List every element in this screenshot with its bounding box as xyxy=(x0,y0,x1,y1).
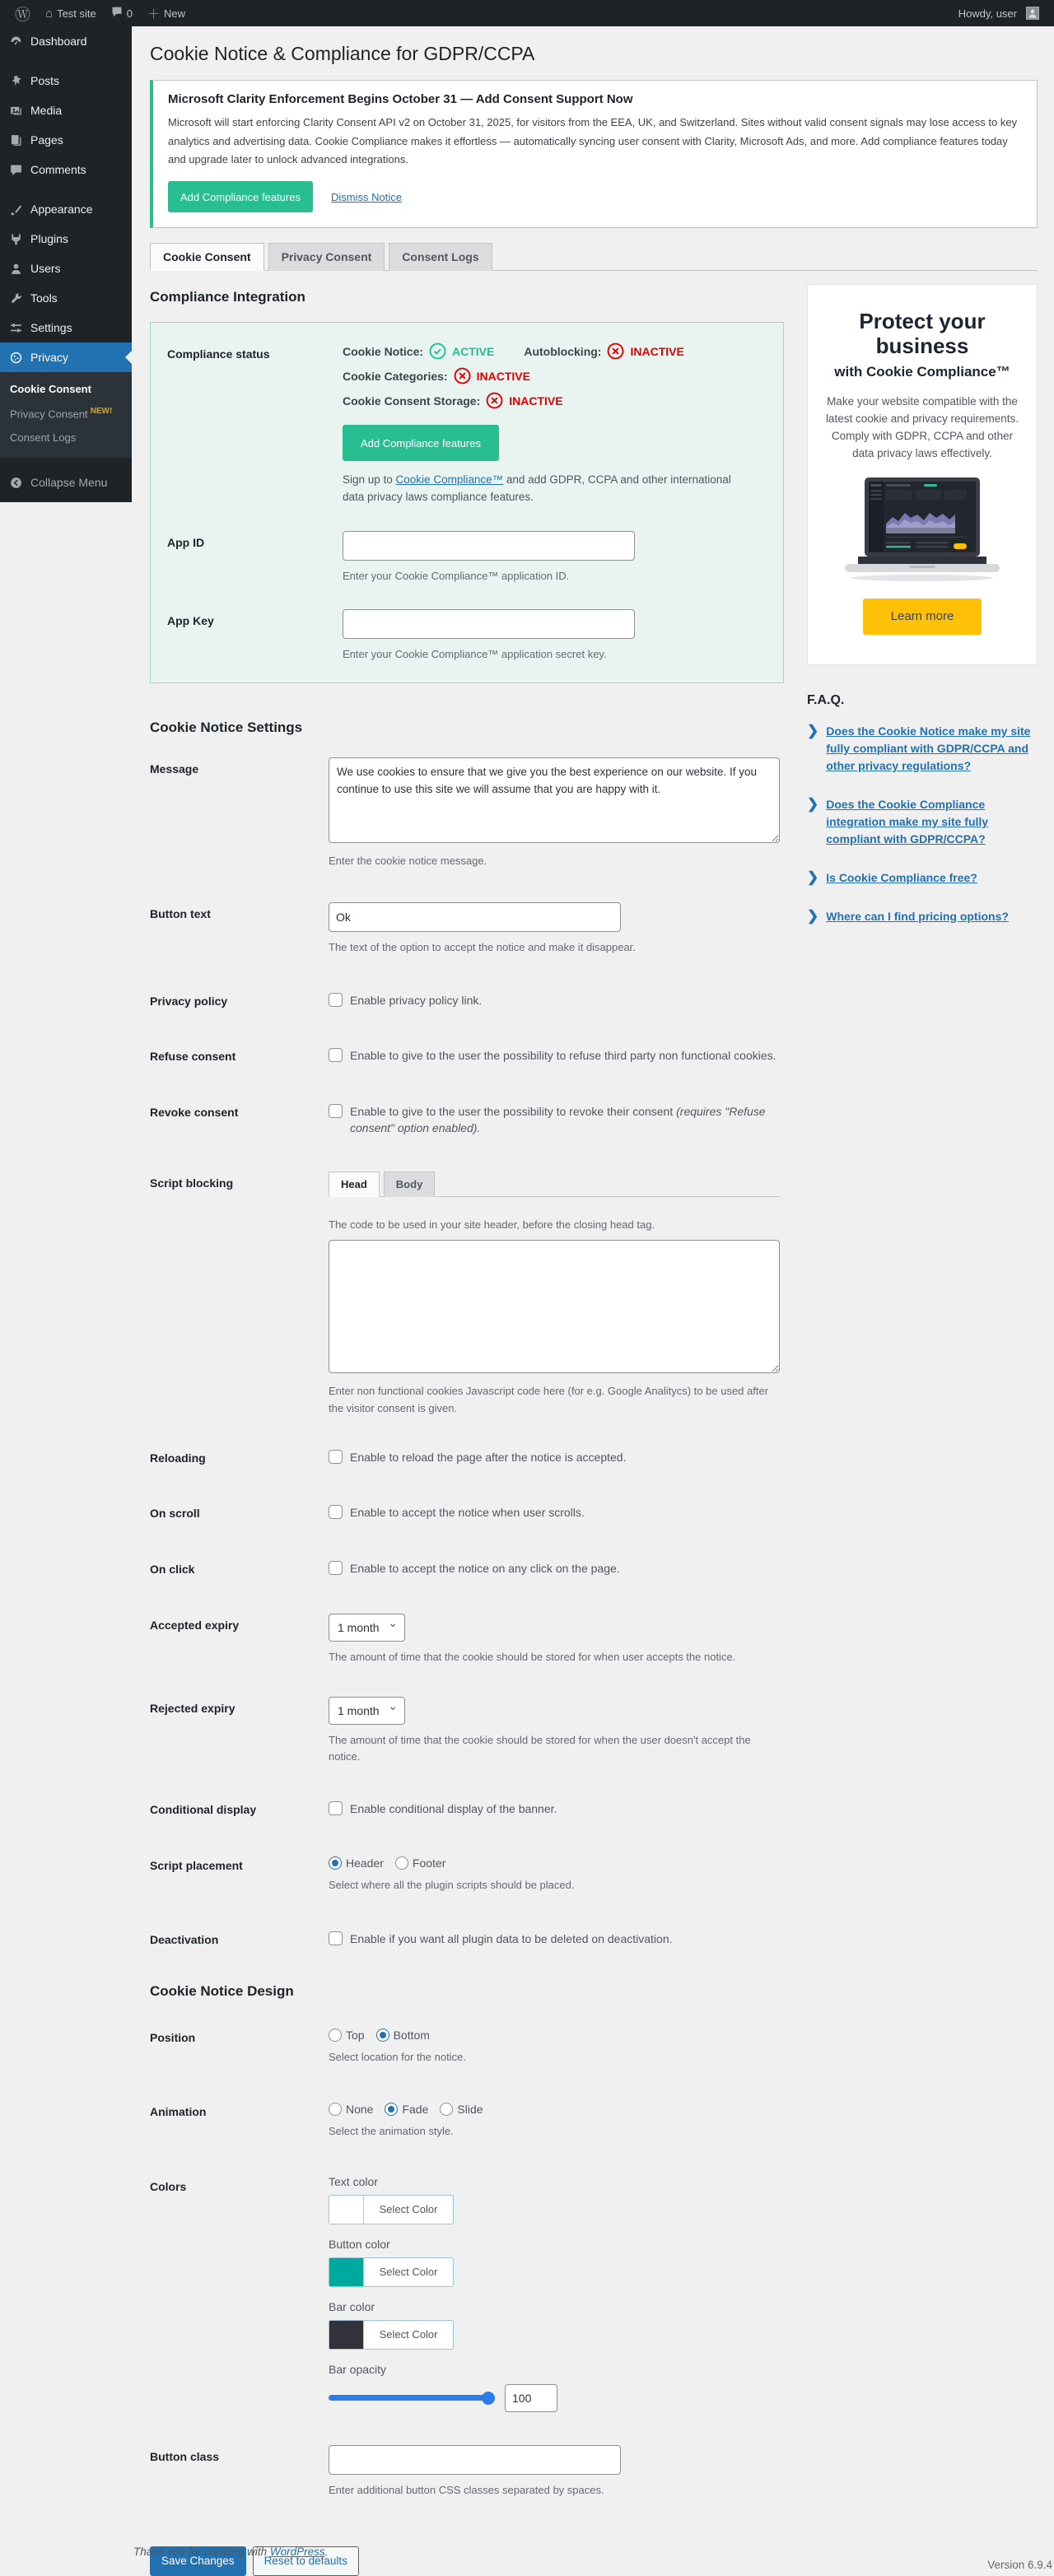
pages-icon xyxy=(8,133,23,147)
faq-item xyxy=(807,908,1038,925)
sidebar-item-appearance[interactable]: Appearance xyxy=(0,194,132,224)
rejected-expiry-description: The amount of time that the cookie should be stored for when the user doesn't accept the notice. xyxy=(329,1733,751,1763)
submenu-item-cookie-consent[interactable]: Cookie Consent xyxy=(10,383,91,395)
position-label: Position xyxy=(150,2031,196,2045)
message-textarea[interactable] xyxy=(329,757,780,843)
my-account-menu[interactable] xyxy=(952,0,1046,26)
privacy-submenu xyxy=(0,372,132,458)
position-description: Select location for the notice. xyxy=(329,2051,466,2064)
cookie-icon xyxy=(8,350,23,365)
comment-bubble-icon xyxy=(111,7,123,20)
tab-consent-logs[interactable]: Consent Logs xyxy=(389,243,492,271)
cookie-notice-design-heading: Cookie Notice Design xyxy=(150,1983,294,2000)
script-placement-footer-radio[interactable] xyxy=(395,1856,408,1870)
clarity-notice-banner xyxy=(150,80,1038,228)
subtab-head[interactable]: Head xyxy=(329,1172,380,1197)
reset-to-defaults-button[interactable]: Reset to defaults xyxy=(253,2546,359,2576)
message-label: Message xyxy=(150,762,199,776)
message-description: Enter the cookie notice message. xyxy=(329,855,487,868)
bar-opacity-label: Bar opacity xyxy=(329,2362,387,2376)
status-value: INACTIVE xyxy=(476,369,530,383)
sidebar-item-settings[interactable]: Settings xyxy=(0,313,132,342)
bar-color-label: Bar color xyxy=(329,2299,375,2313)
wrench-icon xyxy=(8,291,23,305)
notice-body: Microsoft will start enforcing Clarity Consent API v2 on October 31, 2025, for visitors from the EEA, UK, and Switzerland. Sites without valid consent signals may lose access to key analytics and advertising data. Cookie Compliance makes it effortless — automatically syncing user consent with Clarity, Microsoft Ads, and more. Add compliance features today and upgrade later to unlock advanced integrations. xyxy=(168,115,1018,166)
admin-bar xyxy=(0,0,1054,26)
tab-cookie-consent[interactable]: Cookie Consent xyxy=(150,243,264,271)
button-color-label: Button color xyxy=(329,2237,390,2251)
wordpress-logo-menu[interactable] xyxy=(8,0,37,26)
position-top-radio[interactable] xyxy=(329,2029,342,2042)
button-class-description: Enter additional button CSS classes separated by spaces. xyxy=(329,2483,604,2496)
revoke-consent-label: Revoke consent xyxy=(150,1105,239,1119)
button-class-label: Button class xyxy=(150,2449,220,2463)
faq-link-4[interactable]: Where can I find pricing options? xyxy=(826,909,1009,923)
sidebar-item-users[interactable]: Users xyxy=(0,254,132,283)
notice-title: Microsoft Clarity Enforcement Begins October 31 — Add Consent Support Now xyxy=(168,91,633,106)
privacy-policy-label: Privacy policy xyxy=(150,994,228,1008)
x-circle-icon xyxy=(486,392,503,409)
faq-section xyxy=(807,693,1038,925)
text-color-label: Text color xyxy=(329,2174,378,2188)
script-blocking-description: Enter non functional cookies Javascript code here (for e.g. Google Analitycs) to be used after the visitor consent is given. xyxy=(329,1385,769,1414)
reloading-label: Reloading xyxy=(150,1451,206,1465)
status-line: Cookie Categories: INACTIVE xyxy=(343,367,767,384)
button-text-label: Button text xyxy=(150,907,211,921)
colors-label: Colors xyxy=(150,2179,187,2193)
app-key-label: App Key xyxy=(167,614,214,628)
menu-separator xyxy=(0,56,132,66)
tab-privacy-consent[interactable]: Privacy Consent xyxy=(268,243,385,271)
laptop-dashboard-image xyxy=(824,476,1020,587)
text-color-swatch xyxy=(329,2196,364,2224)
site-name: Test site xyxy=(57,7,96,20)
bar-color-swatch xyxy=(329,2321,364,2349)
on-scroll-label: On scroll xyxy=(150,1507,200,1521)
status-value: INACTIVE xyxy=(509,394,563,408)
accepted-expiry-label: Accepted expiry xyxy=(150,1618,240,1632)
sidebar-item-media[interactable]: Media xyxy=(0,95,132,125)
button-text-input[interactable] xyxy=(329,902,621,932)
compliance-status-label: Compliance status xyxy=(167,347,270,361)
faq-item xyxy=(807,869,1038,887)
privacy-policy-checkbox[interactable] xyxy=(329,993,343,1007)
sidebar-item-dashboard[interactable]: Dashboard xyxy=(0,26,132,56)
x-circle-icon xyxy=(454,367,471,384)
admin-sidebar xyxy=(0,26,132,502)
sidebar-item-comments[interactable]: Comments xyxy=(0,155,132,184)
on-scroll-checkbox[interactable] xyxy=(329,1505,343,1519)
revoke-consent-checkbox-label: Enable to give to the user the possibility to revoke their consent (requires "Refuse consent" option enabled). xyxy=(350,1104,766,1135)
comments-admin-link[interactable] xyxy=(105,0,139,26)
submenu-item-privacy-consent[interactable]: Privacy Consent $^{NEW!}$ xyxy=(10,407,113,421)
faq-link-1[interactable]: Does the Cookie Notice make my site fully compliant with GDPR/CCPA and other privacy regulations? xyxy=(826,724,1031,772)
reloading-checkbox[interactable] xyxy=(329,1450,343,1464)
howdy-text: Howdy, user xyxy=(958,7,1017,20)
promo-subtitle: with Cookie Compliance™ xyxy=(834,363,1010,380)
slider-thumb[interactable] xyxy=(482,2392,495,2405)
check-circle-icon xyxy=(429,342,446,360)
revoke-consent-checkbox[interactable] xyxy=(329,1104,343,1118)
dismiss-notice-link[interactable]: Dismiss Notice xyxy=(330,190,402,203)
head-code-description: The code to be used in your site header, before the closing head tag. xyxy=(329,1218,655,1232)
footer-thanks: Thank you for creating with WordPress. xyxy=(133,2545,329,2558)
deactivation-label: Deactivation xyxy=(150,1932,219,1946)
animation-label: Animation xyxy=(150,2105,207,2119)
wordpress-link[interactable]: WordPress xyxy=(269,2545,325,2558)
status-line: Cookie Notice: ACTIVE Autoblocking: INACTIVE xyxy=(343,342,767,360)
rejected-expiry-label: Rejected expiry xyxy=(150,1701,236,1715)
head-code-textarea[interactable] xyxy=(329,1240,780,1373)
conditional-display-label: Conditional display xyxy=(150,1802,257,1816)
dashboard-icon xyxy=(8,34,23,49)
chevron-right-icon: ❯ xyxy=(807,722,819,738)
faq-link-3[interactable]: Is Cookie Compliance free? xyxy=(826,870,977,884)
promo-card xyxy=(807,284,1038,664)
sidebar-item-pages[interactable]: Pages xyxy=(0,125,132,155)
faq-item xyxy=(807,796,1038,848)
app-key-input[interactable] xyxy=(343,609,635,639)
reloading-checkbox-label: Enable to reload the page after the notice is accepted. xyxy=(350,1450,627,1464)
button-color-swatch xyxy=(329,2258,364,2286)
revoke-consent-note: (requires "Refuse consent" option enabled). xyxy=(350,1104,766,1135)
app-id-description: Enter your Cookie Compliance™ application ID. xyxy=(343,569,570,582)
on-scroll-checkbox-label: Enable to accept the notice when user scrolls. xyxy=(350,1506,585,1520)
media-icon xyxy=(8,103,23,118)
deactivation-checkbox[interactable] xyxy=(329,1931,343,1945)
home-icon: ⌂ xyxy=(45,6,54,21)
app-id-label: App ID xyxy=(167,535,205,549)
promo-column xyxy=(807,284,1038,946)
settings-tabs xyxy=(150,243,1038,271)
text-color-picker-button[interactable]: Select Color xyxy=(329,2195,454,2224)
user-icon xyxy=(8,261,23,276)
site-name-link[interactable] xyxy=(39,0,103,26)
script-placement-label: Script placement xyxy=(150,1858,243,1872)
accepted-expiry-select[interactable] xyxy=(329,1614,405,1642)
animation-slide-radio[interactable] xyxy=(440,2103,453,2116)
app-id-input[interactable] xyxy=(343,531,635,561)
collapse-icon xyxy=(8,475,23,490)
settings-column: Compliance Integration Compliance status Cookie Notice: ACTIVE Autoblocking: INACTIVE Cookie Categories: INACTIVE Cookie Consent Storage: INACTIVE Add Compliance features Sign up to Cookie Compliance™ and add GDPR, CCPA and other international data privacy laws compliance features. App ID Enter your Cookie Compliance™ application ID. App Key Enter your Cookie Compliance™ application secret key. Cookie Notice Settings Message We use cookies to ensure that we give you the best experience on our website. If you continue to use this site we will assume that you are happy with it. Enter the cookie notice message. Button text Ok The text of the option to accept the notice and make it disappear. Privacy policy Enable privacy policy link. Refuse consent Enable to give to the user the possibility to refuse third party non functional cookies. Revoke consent Enable to give to the user the possibility to revoke their consent (requires "Refuse consent" option enabled). Script blocking Head Body The code to be used in your site header, before the closing head tag. Enter non functional cookies Javascript code here (for e.g. Google Analitycs) to be used after the visitor consent is given. Reloading Enable to reload the page after the notice is accepted. On scroll Enable to accept the notice when user scrolls. On click Enable to accept the notice on any click on the page. Accepted expiry 1 month ⌄ The amount of time that the cookie should be stored for when user accepts the notice. Rejected expiry 1 month ⌄ The amount of time that the cookie should be stored for when the user doesn't accept the notice. Conditional display Enable conditional display of the banner. Script placement Header Footer Select where all the plugin scripts should be placed. Deactivation Enable if you want all plugin data to be deleted on deactivation. Cookie Notice Design Position Top Bottom Select location for the notice. Animation None Fade Slide Select the animation style. Colors Text color Select Color Button color Select Color Bar color Select Color Bar opacity 100 Button class Enter additional button CSS classes separated by spaces. Save Changes Reset to defaults xyxy=(150,284,784,2576)
sidebar-item-plugins[interactable]: Plugins xyxy=(0,224,132,254)
accepted-expiry-description: The amount of time that the cookie should be stored for when user accepts the notice. xyxy=(329,1650,736,1663)
comment-count: 0 xyxy=(126,7,133,20)
rejected-expiry-select[interactable] xyxy=(329,1697,405,1725)
conditional-display-checkbox-label: Enable conditional display of the banner. xyxy=(350,1801,557,1815)
main-content xyxy=(132,26,1054,2576)
bar-opacity-slider[interactable] xyxy=(329,2395,493,2401)
save-changes-button[interactable]: Save Changes xyxy=(150,2546,246,2576)
wordpress-logo-icon: Ⓦ xyxy=(15,6,31,24)
sliders-icon xyxy=(8,320,23,335)
on-click-label: On click xyxy=(150,1562,195,1576)
status-value: ACTIVE xyxy=(452,344,495,358)
on-click-checkbox[interactable] xyxy=(329,1561,343,1575)
cookie-compliance-link[interactable]: Cookie Compliance™ xyxy=(395,473,504,487)
compliance-integration-heading: Compliance Integration xyxy=(150,289,305,305)
menu-separator xyxy=(0,184,132,194)
avatar xyxy=(1026,7,1039,20)
conditional-display-checkbox[interactable] xyxy=(329,1801,343,1815)
chevron-right-icon: ❯ xyxy=(807,869,819,885)
animation-description: Select the animation style. xyxy=(329,2125,454,2138)
app-key-description: Enter your Cookie Compliance™ application secret key. xyxy=(343,648,607,661)
brush-icon xyxy=(8,202,23,217)
compliance-box xyxy=(150,322,784,683)
refuse-consent-label: Refuse consent xyxy=(150,1050,236,1064)
on-click-checkbox-label: Enable to accept the notice on any click on the page. xyxy=(350,1561,620,1575)
position-bottom-radio[interactable] xyxy=(376,2029,389,2042)
promo-title: Protect your business xyxy=(859,309,986,359)
animation-none-radio[interactable] xyxy=(329,2103,342,2116)
faq-item xyxy=(807,723,1038,775)
comments-icon xyxy=(8,162,23,177)
plug-icon xyxy=(8,231,23,246)
button-color-picker-button[interactable]: Select Color xyxy=(329,2257,454,2287)
refuse-consent-checkbox-label: Enable to give to the user the possibility to refuse third party non functional cookies. xyxy=(350,1049,777,1063)
sidebar-item-privacy[interactable]: Privacy xyxy=(0,342,132,372)
script-placement-description: Select where all the plugin scripts should be placed. xyxy=(329,1878,575,1891)
sidebar-item-tools[interactable]: Tools xyxy=(0,283,132,313)
chevron-right-icon: ❯ xyxy=(807,907,819,924)
sidebar-item-posts[interactable]: Posts xyxy=(0,66,132,95)
button-text-description: The text of the option to accept the notice and make it disappear. xyxy=(329,941,636,954)
privacy-policy-checkbox-label: Enable privacy policy link. xyxy=(350,993,483,1007)
learn-more-button[interactable]: Learn more xyxy=(863,599,982,635)
subtab-body[interactable]: Body xyxy=(384,1172,436,1197)
x-circle-icon xyxy=(607,342,624,360)
footer-version: Version 6.9.4 xyxy=(987,2558,1052,2571)
add-compliance-features-button[interactable]: Add Compliance features xyxy=(343,425,499,461)
script-blocking-tabs xyxy=(329,1172,780,1197)
signup-text: Sign up to Cookie Compliance™ and add GDPR, CCPA and other international data privacy laws compliance features. xyxy=(343,473,731,504)
new-label: New xyxy=(164,7,186,20)
bar-color-picker-button[interactable]: Select Color xyxy=(329,2320,454,2350)
page-title: Cookie Notice & Compliance for GDPR/CCPA xyxy=(150,43,535,64)
status-value: INACTIVE xyxy=(630,344,684,358)
bar-opacity-input[interactable] xyxy=(505,2384,557,2412)
script-blocking-label: Script blocking xyxy=(150,1176,234,1190)
faq-heading: F.A.Q. xyxy=(807,692,845,707)
chevron-right-icon: ❯ xyxy=(807,795,819,812)
animation-fade-radio[interactable] xyxy=(385,2103,398,2116)
new-badge: NEW! xyxy=(90,407,113,416)
script-placement-header-radio[interactable] xyxy=(329,1856,342,1870)
pin-icon xyxy=(8,73,23,88)
new-content-menu[interactable] xyxy=(141,0,192,26)
status-line: Cookie Consent Storage: INACTIVE xyxy=(343,392,767,409)
plus-icon: ＋ xyxy=(147,7,161,21)
promo-body: Make your website compatible with the latest cookie and privacy requirements. Comply with GDPR, CCPA and other data privacy laws effectively. xyxy=(825,394,1019,459)
submenu-item-consent-logs[interactable]: Consent Logs xyxy=(10,431,77,445)
faq-link-2[interactable]: Does the Cookie Compliance integration make my site fully compliant with GDPR/CCPA? xyxy=(826,797,989,845)
cookie-notice-settings-heading: Cookie Notice Settings xyxy=(150,720,303,736)
add-compliance-features-button[interactable]: Add Compliance features xyxy=(168,181,313,212)
collapse-menu-button[interactable]: Collapse Menu xyxy=(0,468,132,497)
button-class-input[interactable] xyxy=(329,2445,621,2475)
refuse-consent-checkbox[interactable] xyxy=(329,1048,343,1062)
deactivation-checkbox-label: Enable if you want all plugin data to be deleted on deactivation. xyxy=(350,1931,673,1945)
